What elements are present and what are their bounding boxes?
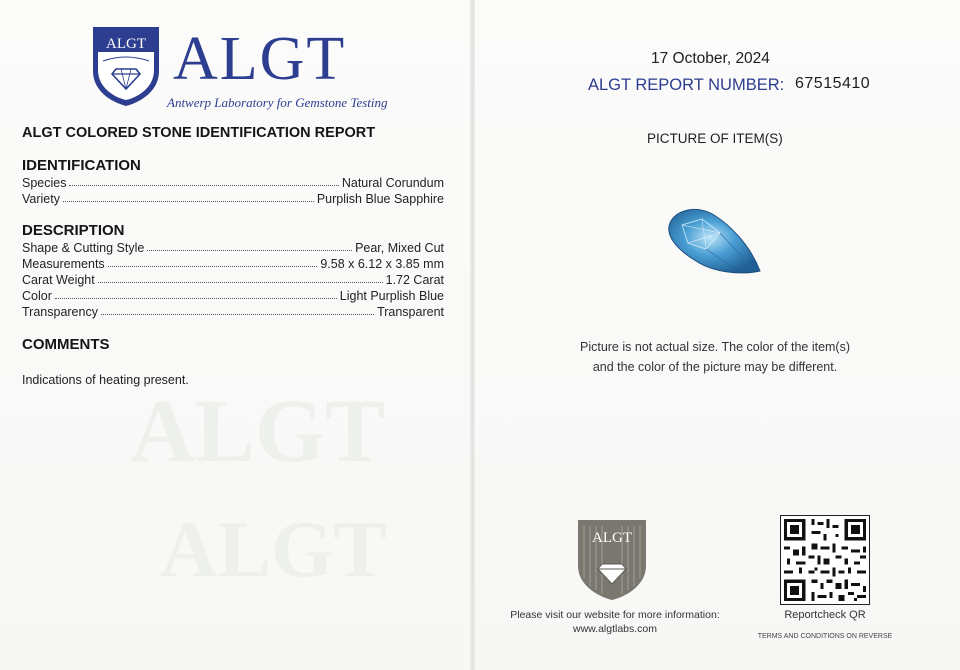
qr-code[interactable] [780,515,870,605]
brand-wordmark: ALGT [173,25,347,93]
row-label: Color [22,289,52,303]
row-value: Light Purplish Blue [339,289,444,303]
report-date: 17 October, 2024 [651,50,770,67]
row-label: Species [22,176,67,190]
right-page [473,0,960,670]
row-label: Shape & Cutting Style [22,241,145,255]
row-value: Transparent [377,305,444,319]
website-link[interactable]: www.algtlabs.com [572,623,658,635]
dot-leader [98,281,383,283]
row-value: Pear, Mixed Cut [355,241,444,255]
color-row [22,287,444,303]
dot-leader [63,200,314,202]
page-fold [470,0,475,670]
terms-notice: TERMS AND CONDITIONS ON REVERSE [757,633,893,640]
dot-leader [55,297,337,299]
measurements-row [22,255,444,271]
picture-note-line2: and the color of the picture may be different. [592,360,838,374]
shape-row [22,239,444,255]
dot-leader [147,249,352,251]
row-label: Variety [22,192,60,206]
row-value: Purplish Blue Sapphire [316,192,444,206]
report-number-label: ALGT REPORT NUMBER: [588,76,785,94]
description-heading: DESCRIPTION [22,222,125,239]
row-value: 9.58 x 6.12 x 3.85 mm [320,257,444,271]
brand-tagline: Antwerp Laboratory for Gemstone Testing [167,95,388,110]
gemstone-photo [662,203,766,279]
dot-leader [69,184,338,186]
variety-row [22,190,444,206]
row-label: Measurements [22,257,105,271]
dot-leader [108,265,318,267]
report-title: ALGT COLORED STONE IDENTIFICATION REPORT [22,125,376,141]
row-value: 1.72 Carat [385,273,444,287]
picture-heading: PICTURE OF ITEM(S) [647,131,783,146]
picture-note-line1: Picture is not actual size. The color of the item(s) [579,340,851,354]
row-label: Transparency [22,305,98,319]
carat-weight-row [22,271,444,287]
transparency-row [22,303,444,319]
algt-seal-logo [576,518,648,602]
identification-heading: IDENTIFICATION [22,157,141,174]
comment-text: Indications of heating present. [22,373,189,387]
row-label: Carat Weight [22,273,95,287]
seal-text: ALGT [592,530,632,546]
visit-line1: Please visit our website for more information: [510,609,720,621]
report-number: 67515410 [795,75,871,92]
algt-shield-logo [91,25,161,108]
row-value: Natural Corundum [341,176,444,190]
qr-label: Reportcheck QR [784,609,866,621]
species-row [22,174,444,190]
watermark-logo: ALGT [130,382,386,481]
comments-heading: COMMENTS [22,336,110,353]
shield-text: ALGT [106,36,146,52]
watermark-logo: ALGT [160,506,387,594]
dot-leader [101,313,374,315]
